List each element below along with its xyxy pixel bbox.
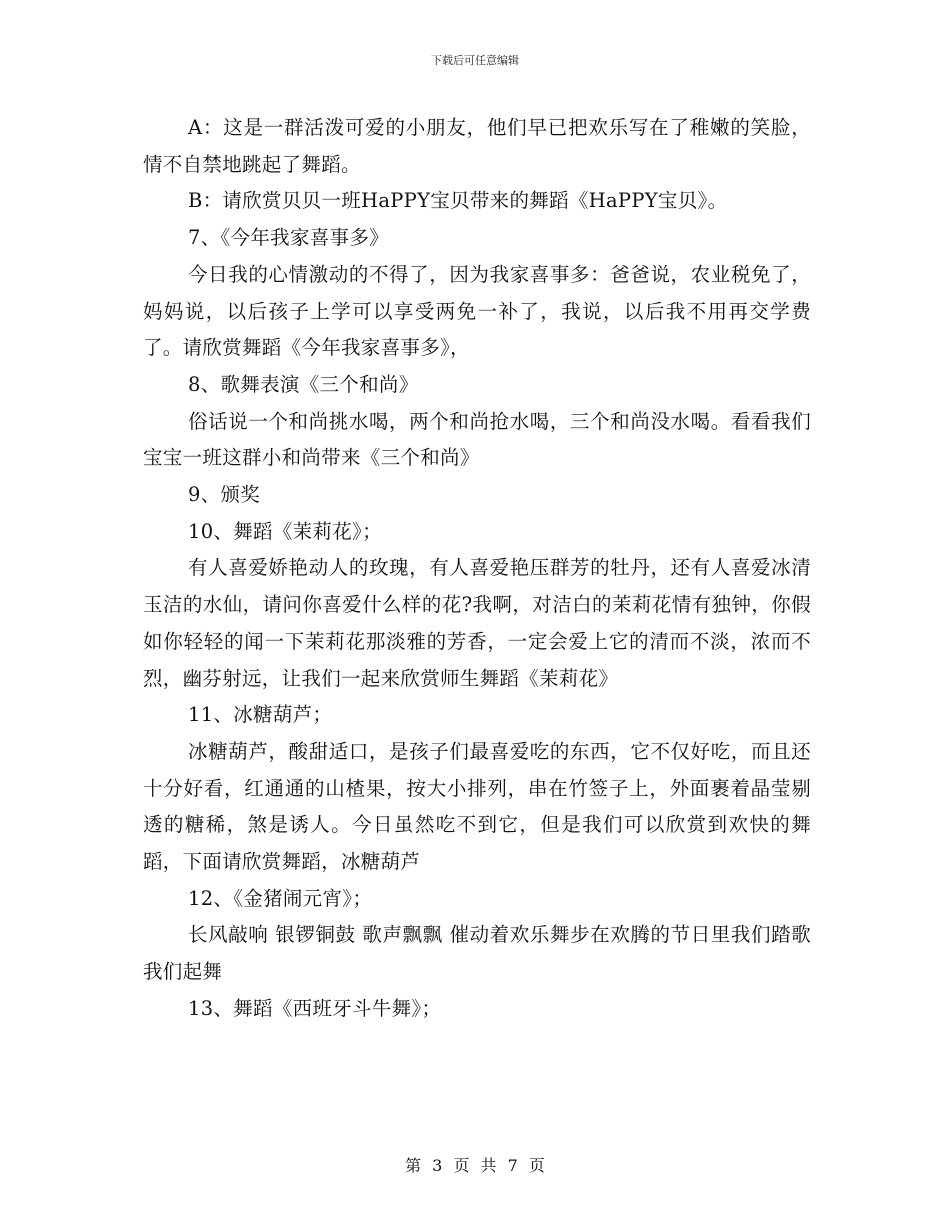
paragraph: 今日我的心情激动的不得了，因为我家喜事多：爸爸说，农业税免了，妈妈说，以后孩子上学可以享受两免一补了，我说，以后我不用再交学费了。请欣赏舞蹈《今年我家喜事多》， <box>143 262 811 360</box>
paragraph: 冰糖葫芦，酸甜适口，是孩子们最喜爱吃的东西，它不仅好吃，而且还十分好看，红通通的山楂果，按大小排列，串在竹签子上，外面裹着晶莹剔透的糖稀，煞是诱人。今日虽然吃不到它，但是我们可以欣赏到欢快的舞蹈，下面请欣赏舞蹈，冰糖葫芦 <box>143 739 811 874</box>
paragraph: 有人喜爱娇艳动人的玫瑰，有人喜爱艳压群芳的牡丹，还有人喜爱冰清玉洁的水仙，请问你喜爱什么样的花?我啊，对洁白的茉莉花情有独钟，你假如你轻轻的闻一下茉莉花那淡雅的芳香，一定会爱上它的清而不淡，浓而不烈，幽芬射远，让我们一起来欣赏师生舞蹈《茉莉花》 <box>143 556 811 690</box>
section-heading: 9、颁奖 <box>188 483 261 507</box>
paragraph: 俗话说一个和尚挑水喝，两个和尚抢水喝，三个和尚没水喝。看看我们宝宝一班这群小和尚带来《三个和尚》 <box>143 409 811 470</box>
section-heading: 11、冰糖葫芦； <box>188 703 333 727</box>
paragraph: A：这是一群活泼可爱的小朋友，他们早已把欢乐写在了稚嫩的笑脸，情不自禁地跳起了舞蹈。 <box>143 116 811 176</box>
paragraph: 长风敲响 银锣铜鼓 歌声飘飘 催动着欢乐舞步在欢腾的节日里我们踏歌 我们起舞 <box>143 923 811 984</box>
page-header-note: 下载后可任意编辑 <box>431 54 519 67</box>
section-heading: 10、舞蹈《茉莉花》； <box>188 519 382 543</box>
page-number-footer: 第 3 页 共 7 页 <box>405 1156 545 1175</box>
section-heading: 7、《今年我家喜事多》 <box>188 226 389 250</box>
section-heading: 8、歌舞表演《三个和尚》 <box>188 372 419 396</box>
section-heading: 13、舞蹈《西班牙斗牛舞》； <box>188 996 442 1020</box>
document-body <box>143 110 811 1028</box>
section-heading: 12、《金猪闹元宵》； <box>188 886 373 910</box>
paragraph: B：请欣赏贝贝一班HaPPY宝贝带来的舞蹈《HaPPY宝贝》。 <box>188 189 728 213</box>
